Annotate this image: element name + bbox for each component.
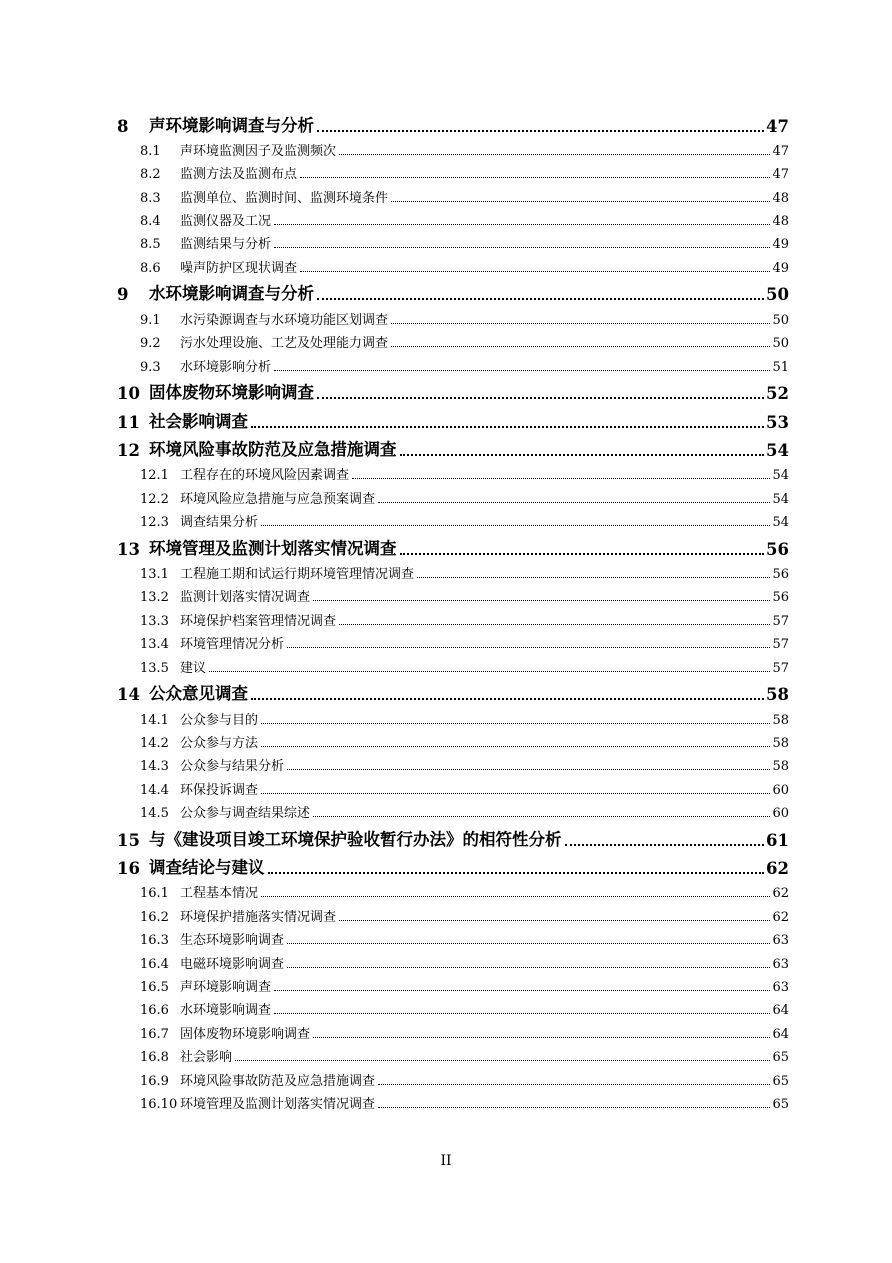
toc-dot-leader (300, 271, 770, 272)
toc-entry-page: 48 (772, 214, 789, 230)
toc-entry-title: 公众参与调查结果综述 (180, 806, 311, 822)
toc-entry-page: 60 (772, 806, 789, 822)
toc-section-entry[interactable] (117, 229, 789, 252)
toc-entry-page: 65 (772, 1073, 789, 1089)
toc-entry-page: 50 (772, 336, 789, 352)
toc-entry-number: 13.3 (140, 613, 169, 629)
toc-entry-page: 62 (766, 859, 789, 879)
toc-entry-number: 13.1 (140, 567, 169, 583)
toc-entry-number: 16.8 (140, 1050, 169, 1066)
toc-entry-page: 64 (772, 1026, 789, 1042)
toc-entry-page: 62 (772, 909, 789, 925)
toc-entry-title: 监测仪器及工况 (180, 214, 272, 230)
toc-section-entry[interactable] (117, 972, 789, 995)
toc-entry-page: 49 (772, 260, 789, 276)
toc-entry-number: 16.3 (140, 933, 169, 949)
toc-entry-title: 监测单位、监测时间、监测环境条件 (180, 190, 389, 206)
toc-entry-title: 调查结论与建议 (149, 858, 265, 878)
toc-section-entry[interactable] (117, 948, 789, 971)
toc-entry-page: 52 (766, 384, 789, 404)
toc-entry-title: 声环境监测因子及监测频次 (180, 143, 337, 159)
toc-entry-title: 环境管理情况分析 (180, 637, 285, 653)
toc-entry-page: 63 (772, 956, 789, 972)
toc-entry-page: 54 (772, 491, 789, 507)
toc-dot-leader (565, 844, 765, 846)
toc-entry-title: 环保投诉调查 (180, 782, 259, 798)
toc-entry-title: 环境管理及监测计划落实情况调查 (149, 538, 397, 558)
toc-entry-number: 14.2 (140, 735, 169, 751)
toc-entry-number: 13.5 (140, 660, 169, 676)
toc-entry-page: 50 (772, 312, 789, 328)
toc-entry-page: 63 (772, 933, 789, 949)
toc-entry-number: 14.4 (140, 782, 169, 798)
toc-dot-leader (274, 247, 770, 248)
toc-entry-page: 58 (772, 735, 789, 751)
toc-entry-page: 65 (772, 1097, 789, 1112)
toc-entry-page: 58 (772, 759, 789, 775)
toc-dot-leader (400, 553, 765, 555)
toc-entry-title: 水环境影响调查 (180, 1003, 272, 1019)
toc-section-entry[interactable] (117, 1042, 789, 1065)
toc-chapter-entry[interactable] (117, 276, 789, 305)
toc-entry-number: 14 (117, 685, 140, 705)
toc-chapter-entry[interactable] (117, 432, 789, 461)
toc-dot-leader (313, 600, 770, 601)
toc-entry-number: 12 (117, 441, 140, 461)
toc-entry-title: 电磁环境影响调查 (180, 956, 285, 972)
toc-entry-title: 固体废物环境影响调查 (180, 1026, 311, 1042)
toc-entry-title: 声环境影响调查 (180, 980, 272, 996)
toc-section-entry[interactable] (117, 351, 789, 374)
toc-entry-title: 水污染源调查与水环境功能区划调查 (180, 312, 389, 328)
toc-section-entry[interactable] (117, 1018, 789, 1041)
toc-entry-page: 54 (772, 515, 789, 531)
toc-section-entry[interactable] (117, 652, 789, 675)
toc-dot-leader (287, 967, 770, 968)
toc-entry-page: 60 (772, 782, 789, 798)
toc-entry-title: 公众参与目的 (180, 712, 259, 728)
toc-entry-title: 固体废物环境影响调查 (149, 383, 314, 403)
toc-dot-leader (339, 154, 770, 155)
toc-entry-title: 公众参与结果分析 (180, 759, 285, 775)
toc-entry-title: 生态环境影响调查 (180, 933, 285, 949)
toc-entry-number: 9.2 (140, 336, 161, 352)
toc-entry-number: 16.6 (140, 1003, 169, 1019)
toc-entry-number: 16.10 (140, 1097, 178, 1112)
toc-chapter-entry[interactable] (117, 676, 789, 705)
toc-dot-leader (317, 397, 764, 399)
toc-entry-number: 9.1 (140, 312, 161, 328)
toc-chapter-entry[interactable] (117, 530, 789, 559)
toc-dot-leader (391, 201, 770, 202)
toc-dot-leader (261, 723, 770, 724)
toc-dot-leader (339, 624, 770, 625)
toc-entry-page: 57 (772, 613, 789, 629)
toc-entry-number: 9 (117, 285, 129, 305)
toc-entry-number: 13.4 (140, 637, 169, 653)
toc-entry-number: 8 (117, 116, 129, 136)
toc-entry-title: 社会影响 (180, 1050, 233, 1066)
toc-entry-title: 噪声防护区现状调查 (180, 260, 298, 276)
toc-entry-title: 水环境影响分析 (180, 359, 272, 375)
toc-entry-page: 49 (772, 237, 789, 253)
toc-entry-page: 47 (772, 143, 789, 159)
toc-entry-page: 65 (772, 1050, 789, 1066)
page-number: II (440, 1153, 452, 1169)
toc-entry-page: 56 (766, 539, 789, 559)
toc-entry-number: 10 (117, 384, 140, 404)
toc-entry-title: 工程存在的环境风险因素调查 (180, 468, 350, 484)
toc-dot-leader (261, 525, 770, 526)
toc-entry-page: 62 (772, 886, 789, 902)
toc-section-entry[interactable] (117, 182, 789, 205)
toc-section-entry[interactable] (117, 901, 789, 924)
toc-entry-number: 13 (117, 539, 140, 559)
toc-entry-page: 57 (772, 637, 789, 653)
toc-section-entry[interactable] (117, 878, 789, 901)
toc-dot-leader (287, 647, 770, 648)
toc-dot-leader (417, 577, 770, 578)
toc-entry-page: 61 (766, 830, 789, 850)
toc-entry-page: 63 (772, 980, 789, 996)
toc-section-entry[interactable] (117, 328, 789, 351)
toc-dot-leader (378, 1107, 770, 1108)
toc-entry-page: 57 (772, 660, 789, 676)
toc-entry-page: 51 (772, 359, 789, 375)
toc-chapter-entry[interactable] (117, 821, 789, 850)
toc-entry-number: 16.4 (140, 956, 169, 972)
toc-entry-title: 环境风险事故防范及应急措施调查 (149, 440, 397, 460)
toc-entry-page: 58 (772, 712, 789, 728)
toc-entry-number: 15 (117, 830, 140, 850)
toc-chapter-entry[interactable] (117, 107, 789, 136)
toc-entry-number: 12.1 (140, 468, 169, 484)
toc-entry-title: 水环境影响调查与分析 (149, 284, 314, 304)
toc-entry-number: 14.5 (140, 806, 169, 822)
toc-entry-page: 56 (772, 590, 789, 606)
toc-section-entry[interactable] (117, 483, 789, 506)
toc-section-entry[interactable] (117, 206, 789, 229)
toc-dot-leader (209, 671, 770, 672)
toc-entry-title: 工程施工期和试运行期环境管理情况调查 (180, 567, 415, 583)
toc-entry-title: 与《建设项目竣工环境保护验收暂行办法》的相符性分析 (149, 829, 562, 849)
toc-entry-number: 8.5 (140, 237, 161, 253)
toc-entry-title: 调查结果分析 (180, 515, 259, 531)
toc-entry-number: 8.3 (140, 190, 161, 206)
toc-section-entry[interactable] (117, 159, 789, 182)
toc-entry-title: 声环境影响调查与分析 (149, 115, 314, 135)
toc-entry-page: 53 (766, 412, 789, 432)
toc-entry-page: 64 (772, 1003, 789, 1019)
toc-dot-leader (251, 426, 764, 428)
toc-dot-leader (378, 502, 770, 503)
toc-entry-number: 16.7 (140, 1026, 169, 1042)
toc-section-entry[interactable] (117, 629, 789, 652)
toc-entry-page: 47 (766, 116, 789, 136)
toc-section-entry[interactable] (117, 704, 789, 727)
toc-entry-title: 建议 (180, 660, 207, 676)
toc-entry-number: 16.1 (140, 886, 169, 902)
toc-entry-number: 16.5 (140, 980, 169, 996)
toc-section-entry[interactable] (117, 460, 789, 483)
toc-entry-title: 公众意见调查 (149, 684, 248, 704)
toc-section-entry[interactable] (117, 995, 789, 1018)
toc-entry-page: 47 (772, 167, 789, 183)
table-of-contents (117, 107, 789, 1112)
toc-dot-leader (261, 896, 770, 897)
toc-entry-title: 环境管理及监测计划落实情况调查 (180, 1097, 376, 1112)
toc-entry-title: 监测方法及监测布点 (180, 167, 298, 183)
toc-section-entry[interactable] (117, 751, 789, 774)
toc-dot-leader (268, 872, 765, 874)
toc-entry-number: 8.4 (140, 214, 161, 230)
toc-entry-number: 16.9 (140, 1073, 169, 1089)
toc-entry-page: 56 (772, 567, 789, 583)
toc-entry-title: 社会影响调查 (149, 411, 248, 431)
toc-entry-number: 16 (117, 859, 140, 879)
toc-entry-page: 48 (772, 190, 789, 206)
toc-dot-leader (313, 816, 770, 817)
toc-entry-page: 58 (766, 685, 789, 705)
toc-dot-leader (300, 177, 770, 178)
toc-dot-leader (274, 1013, 770, 1014)
toc-dot-leader (400, 454, 765, 456)
toc-entry-number: 12.3 (140, 515, 169, 531)
toc-entry-number: 14.3 (140, 759, 169, 775)
toc-entry-number: 16.2 (140, 909, 169, 925)
toc-dot-leader (317, 298, 764, 300)
toc-chapter-entry[interactable] (117, 403, 789, 432)
toc-entry-title: 环境保护措施落实情况调查 (180, 909, 337, 925)
toc-dot-leader (261, 793, 770, 794)
toc-entry-title: 监测结果与分析 (180, 237, 272, 253)
toc-entry-number: 11 (117, 412, 140, 432)
toc-dot-leader (313, 1037, 770, 1038)
toc-dot-leader (378, 1084, 770, 1085)
toc-entry-number: 8.1 (140, 143, 161, 159)
toc-section-entry[interactable] (117, 252, 789, 275)
toc-dot-leader (235, 1060, 770, 1061)
toc-section-entry[interactable] (117, 1089, 789, 1112)
toc-entry-title: 环境保护档案管理情况调查 (180, 613, 337, 629)
toc-chapter-entry[interactable] (117, 375, 789, 404)
toc-dot-leader (287, 769, 770, 770)
toc-section-entry[interactable] (117, 605, 789, 628)
toc-section-entry[interactable] (117, 1065, 789, 1088)
toc-dot-leader (317, 130, 764, 132)
toc-dot-leader (391, 323, 770, 324)
toc-entry-title: 环境风险应急措施与应急预案调查 (180, 491, 376, 507)
toc-dot-leader (274, 370, 770, 371)
toc-entry-number: 14.1 (140, 712, 169, 728)
toc-section-entry[interactable] (117, 304, 789, 327)
toc-entry-number: 8.2 (140, 167, 161, 183)
toc-dot-leader (251, 698, 764, 700)
toc-section-entry[interactable] (117, 798, 789, 821)
toc-dot-leader (391, 346, 770, 347)
toc-section-entry[interactable] (117, 136, 789, 159)
toc-entry-title: 污水处理设施、工艺及处理能力调查 (180, 336, 389, 352)
toc-entry-number: 9.3 (140, 359, 161, 375)
toc-dot-leader (339, 920, 770, 921)
toc-entry-title: 工程基本情况 (180, 886, 259, 902)
toc-chapter-entry[interactable] (117, 850, 789, 879)
toc-section-entry[interactable] (117, 728, 789, 751)
toc-entry-page: 54 (772, 468, 789, 484)
toc-section-entry[interactable] (117, 774, 789, 797)
toc-dot-leader (274, 224, 770, 225)
toc-entry-number: 8.6 (140, 260, 161, 276)
toc-entry-title: 环境风险事故防范及应急措施调查 (180, 1073, 376, 1089)
toc-entry-page: 54 (766, 441, 789, 461)
toc-entry-title: 公众参与方法 (180, 735, 259, 751)
toc-dot-leader (287, 943, 770, 944)
toc-entry-page: 50 (766, 285, 789, 305)
toc-section-entry[interactable] (117, 507, 789, 530)
toc-section-entry[interactable] (117, 582, 789, 605)
toc-dot-leader (261, 746, 770, 747)
toc-dot-leader (352, 478, 770, 479)
toc-entry-number: 13.2 (140, 590, 169, 606)
toc-dot-leader (274, 990, 770, 991)
toc-entry-title: 监测计划落实情况调查 (180, 590, 311, 606)
toc-section-entry[interactable] (117, 559, 789, 582)
toc-entry-number: 12.2 (140, 491, 169, 507)
toc-section-entry[interactable] (117, 925, 789, 948)
